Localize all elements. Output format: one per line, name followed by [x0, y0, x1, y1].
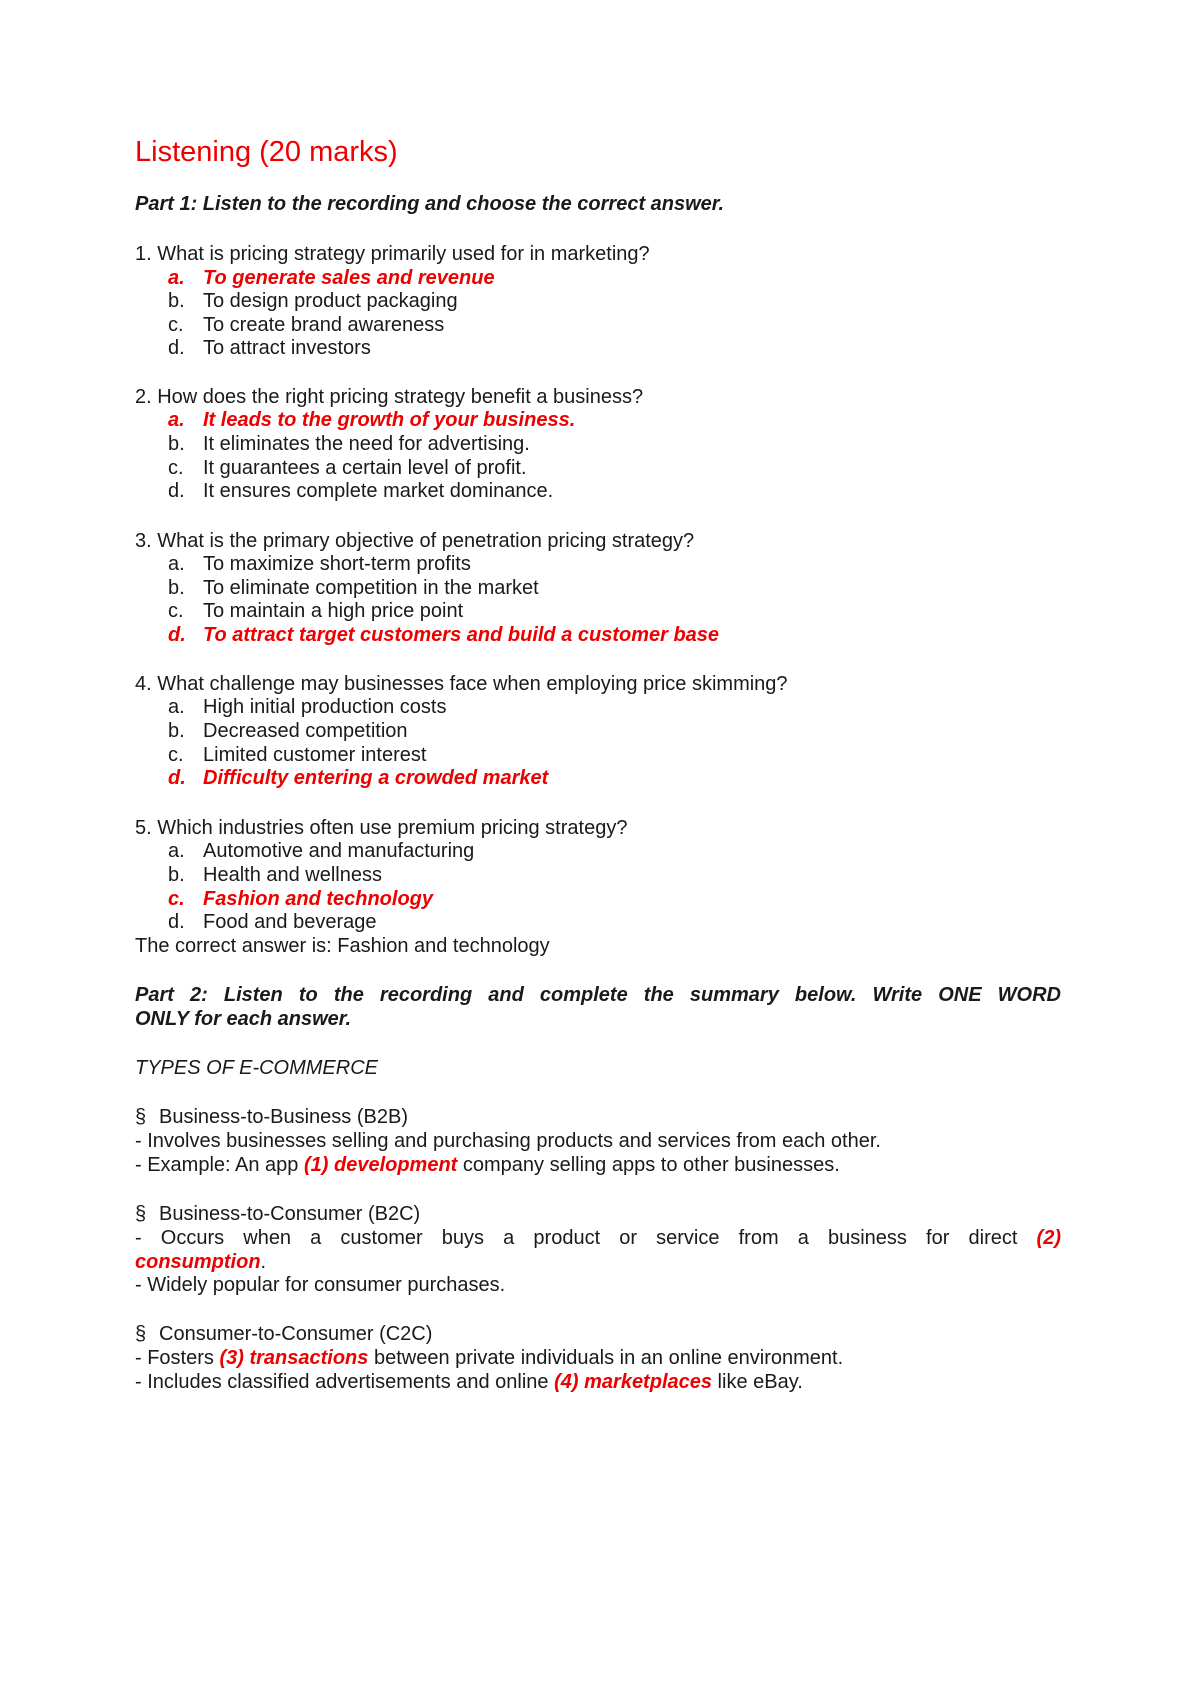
question-4-option-b: b. Decreased competition	[168, 720, 408, 742]
question-2-option-a-correct: a. It leads to the growth of your business.	[168, 409, 576, 431]
question-2-stem: 2. How does the right pricing strategy benefit a business?	[135, 386, 644, 408]
part1-instruction: Part 1: Listen to the recording and choose the correct answer.	[135, 193, 725, 215]
c2c-section-title: § Consumer-to-Consumer (C2C)	[135, 1323, 433, 1345]
part2-instruction-line1: Part 2: Listen to the recording and complete the summary below. Write ONE WORD	[135, 984, 1061, 1006]
answer-3: (3) transactions	[219, 1347, 369, 1369]
b2c-section-title: § Business-to-Consumer (B2C)	[135, 1203, 421, 1225]
b2b-line-1: - Involves businesses selling and purchasing products and services from each other.	[135, 1130, 881, 1152]
question-4-option-d-correct: d. Difficulty entering a crowded market	[168, 767, 549, 789]
question-1-option-c: c. To create brand awareness	[168, 314, 445, 336]
answer-4: (4) marketplaces	[554, 1371, 712, 1393]
question-5-option-b: b. Health and wellness	[168, 864, 382, 886]
question-1-option-a-correct: a. To generate sales and revenue	[168, 267, 495, 289]
b2c-line-2: - Widely popular for consumer purchases.	[135, 1274, 506, 1296]
answer-2: consumption	[135, 1251, 261, 1273]
summary-heading: TYPES OF E-COMMERCE	[135, 1057, 378, 1079]
question-3-option-b: b. To eliminate competition in the market	[168, 577, 539, 599]
b2b-line-2: - Example: An app (1) development company selling apps to other businesses.	[135, 1154, 840, 1176]
question-5-option-a: a. Automotive and manufacturing	[168, 840, 475, 862]
question-5-answer-note: The correct answer is: Fashion and technology	[135, 935, 550, 957]
section-mark-icon: §	[135, 1323, 147, 1345]
question-5-option-d: d. Food and beverage	[168, 911, 377, 933]
question-1-option-d: d. To attract investors	[168, 337, 371, 359]
b2b-section-title: § Business-to-Business (B2B)	[135, 1106, 408, 1128]
question-5-option-c-correct: c. Fashion and technology	[168, 888, 434, 910]
c2c-line-2: - Includes classified advertisements and online (4) marketplaces like eBay.	[135, 1371, 803, 1393]
c2c-line-1: - Fosters (3) transactions between private individuals in an online environment.	[135, 1347, 844, 1369]
question-1-stem: 1. What is pricing strategy primarily used for in marketing?	[135, 243, 650, 265]
section-mark-icon: §	[135, 1106, 147, 1128]
question-2-option-b: b. It eliminates the need for advertising.	[168, 433, 530, 455]
question-3-option-a: a. To maximize short-term profits	[168, 553, 471, 575]
question-3-option-d-correct: d. To attract target customers and build a customer base	[168, 624, 720, 646]
question-2-option-d: d. It ensures complete market dominance.	[168, 480, 554, 502]
question-1-option-b: b. To design product packaging	[168, 290, 458, 312]
question-3-stem: 3. What is the primary objective of penetration pricing strategy?	[135, 530, 695, 552]
section-mark-icon: §	[135, 1203, 147, 1225]
question-4-option-c: c. Limited customer interest	[168, 744, 427, 766]
question-4-option-a: a. High initial production costs	[168, 696, 447, 718]
part2-instruction-line2: ONLY for each answer.	[135, 1008, 352, 1030]
page-title: Listening (20 marks)	[135, 136, 398, 168]
answer-2-number: (2)	[1036, 1227, 1061, 1249]
b2c-line-1-continued: consumption.	[135, 1251, 267, 1273]
question-3-option-c: c. To maintain a high price point	[168, 600, 464, 622]
b2c-line-1: - Occurs when a customer buys a product or service from a business for direct (2)	[135, 1227, 1061, 1249]
question-2-option-c: c. It guarantees a certain level of profit.	[168, 457, 527, 479]
answer-1: (1) development	[303, 1154, 458, 1176]
question-5-stem: 5. Which industries often use premium pricing strategy?	[135, 817, 628, 839]
question-4-stem: 4. What challenge may businesses face when employing price skimming?	[135, 673, 788, 695]
